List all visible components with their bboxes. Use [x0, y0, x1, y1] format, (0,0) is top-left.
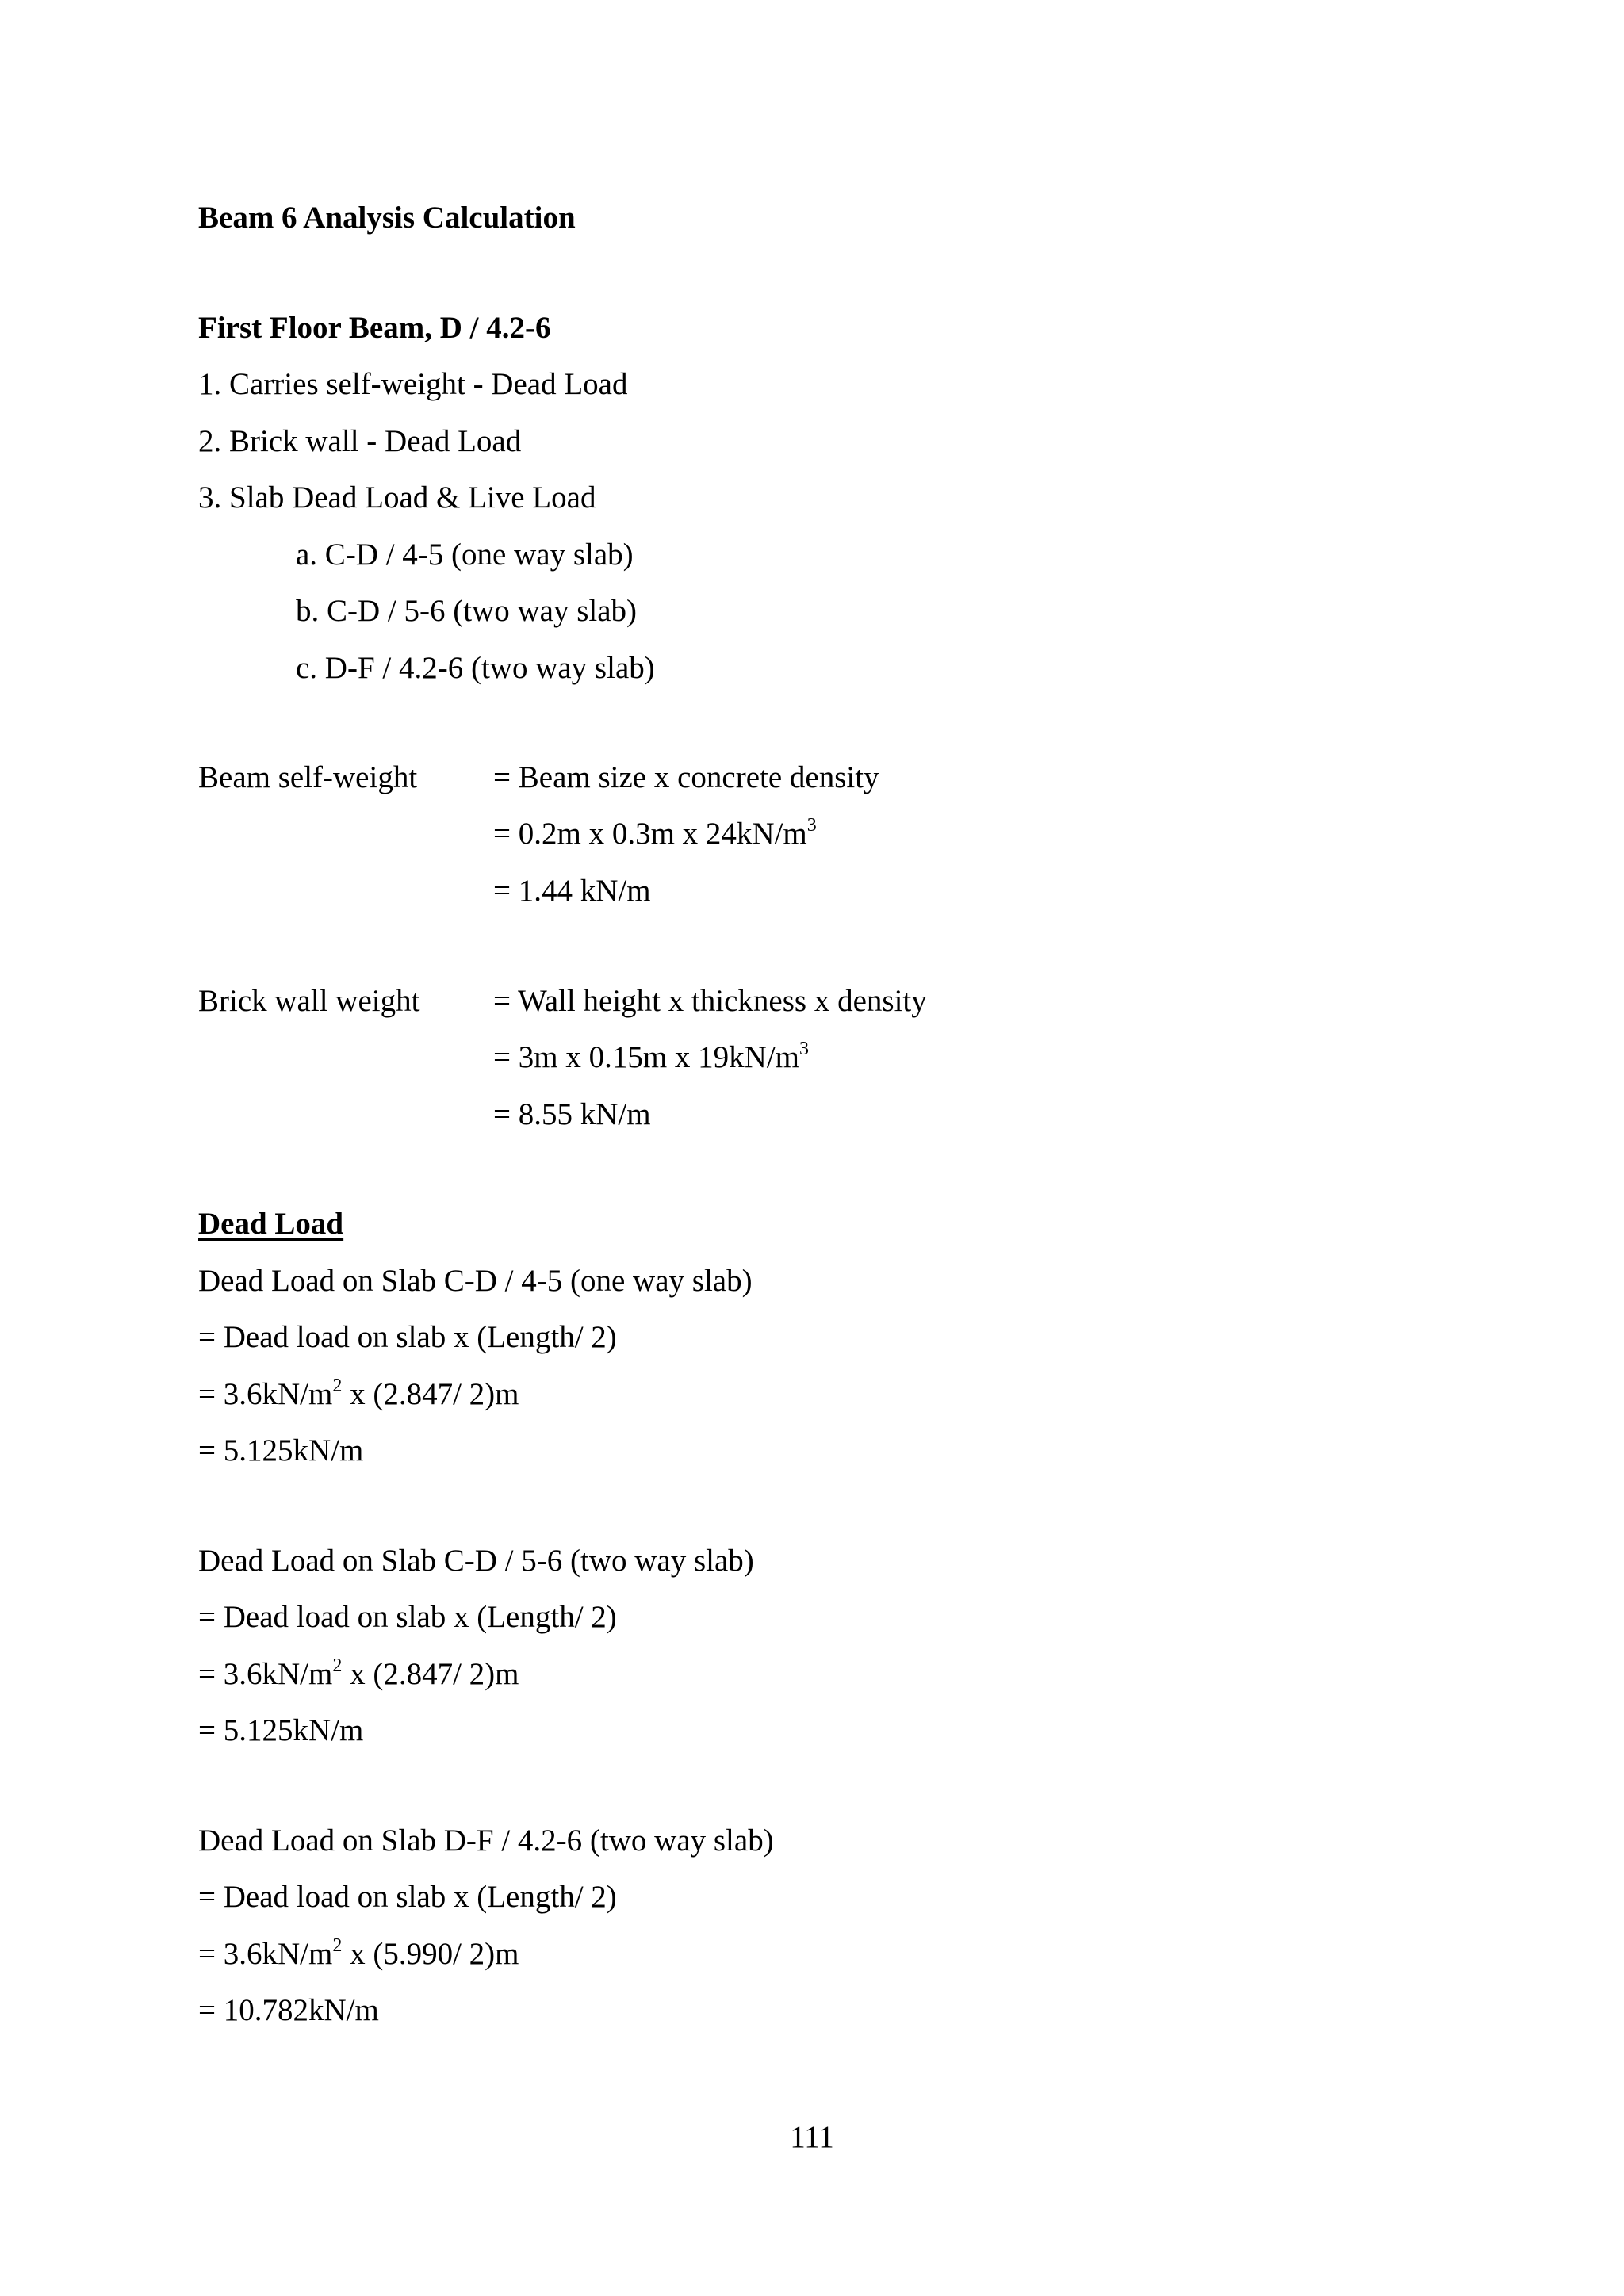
- self-weight-result: = 1.44 kN/m: [493, 874, 651, 908]
- slab-item-b: b. C-D / 5-6 (two way slab): [296, 594, 638, 628]
- page-number: 111: [790, 2120, 834, 2154]
- dead-load-3-result: = 10.782kN/m: [198, 1993, 379, 2027]
- brick-wall-result: = 8.55 kN/m: [493, 1097, 651, 1131]
- dead-load-2-values: = $3.6kN/m^2$ x (2.847/ 2)m: [198, 1655, 519, 1691]
- brick-wall-label: Brick wall weight: [198, 984, 420, 1018]
- load-item-2: 2. Brick wall - Dead Load: [198, 424, 522, 458]
- dead-load-2-result: = 5.125kN/m: [198, 1713, 364, 1747]
- dead-load-1-result: = 5.125kN/m: [198, 1433, 364, 1468]
- dead-load-2-heading: Dead Load on Slab C-D / 5-6 (two way slab): [198, 1544, 754, 1578]
- load-item-3: 3. Slab Dead Load & Live Load: [198, 480, 596, 515]
- dead-load-1-formula: = Dead load on slab x (Length/ 2): [198, 1320, 617, 1354]
- brick-wall-formula: = Wall height x thickness x density: [493, 984, 927, 1018]
- self-weight-values: = 0.2m x 0.3m x $24kN/m^3$: [493, 815, 817, 851]
- dead-load-1-heading: Dead Load on Slab C-D / 4-5 (one way slab): [198, 1264, 753, 1298]
- self-weight-label: Beam self-weight: [198, 760, 418, 794]
- page-title: Beam 6 Analysis Calculation: [198, 201, 576, 235]
- dead-load-2-formula: = Dead load on slab x (Length/ 2): [198, 1600, 617, 1634]
- dead-load-3-formula: = Dead load on slab x (Length/ 2): [198, 1880, 617, 1914]
- beam-heading: First Floor Beam, D / 4.2-6: [198, 311, 551, 345]
- brick-wall-values: = 3m x 0.15m x $19kN/m^3$: [493, 1039, 810, 1074]
- slab-item-c: c. D-F / 4.2-6 (two way slab): [296, 651, 655, 685]
- self-weight-formula: = Beam size x concrete density: [493, 760, 879, 794]
- dead-load-heading: Dead Load: [198, 1207, 344, 1241]
- slab-item-a: a. C-D / 4-5 (one way slab): [296, 538, 634, 572]
- dead-load-3-heading: Dead Load on Slab D-F / 4.2-6 (two way slab): [198, 1823, 774, 1858]
- load-item-1: 1. Carries self-weight - Dead Load: [198, 367, 628, 401]
- dead-load-1-values: = $3.6kN/m^2$ x (2.847/ 2)m: [198, 1376, 519, 1411]
- dead-load-3-values: = $3.6kN/m^2$ x (5.990/ 2)m: [198, 1935, 519, 1971]
